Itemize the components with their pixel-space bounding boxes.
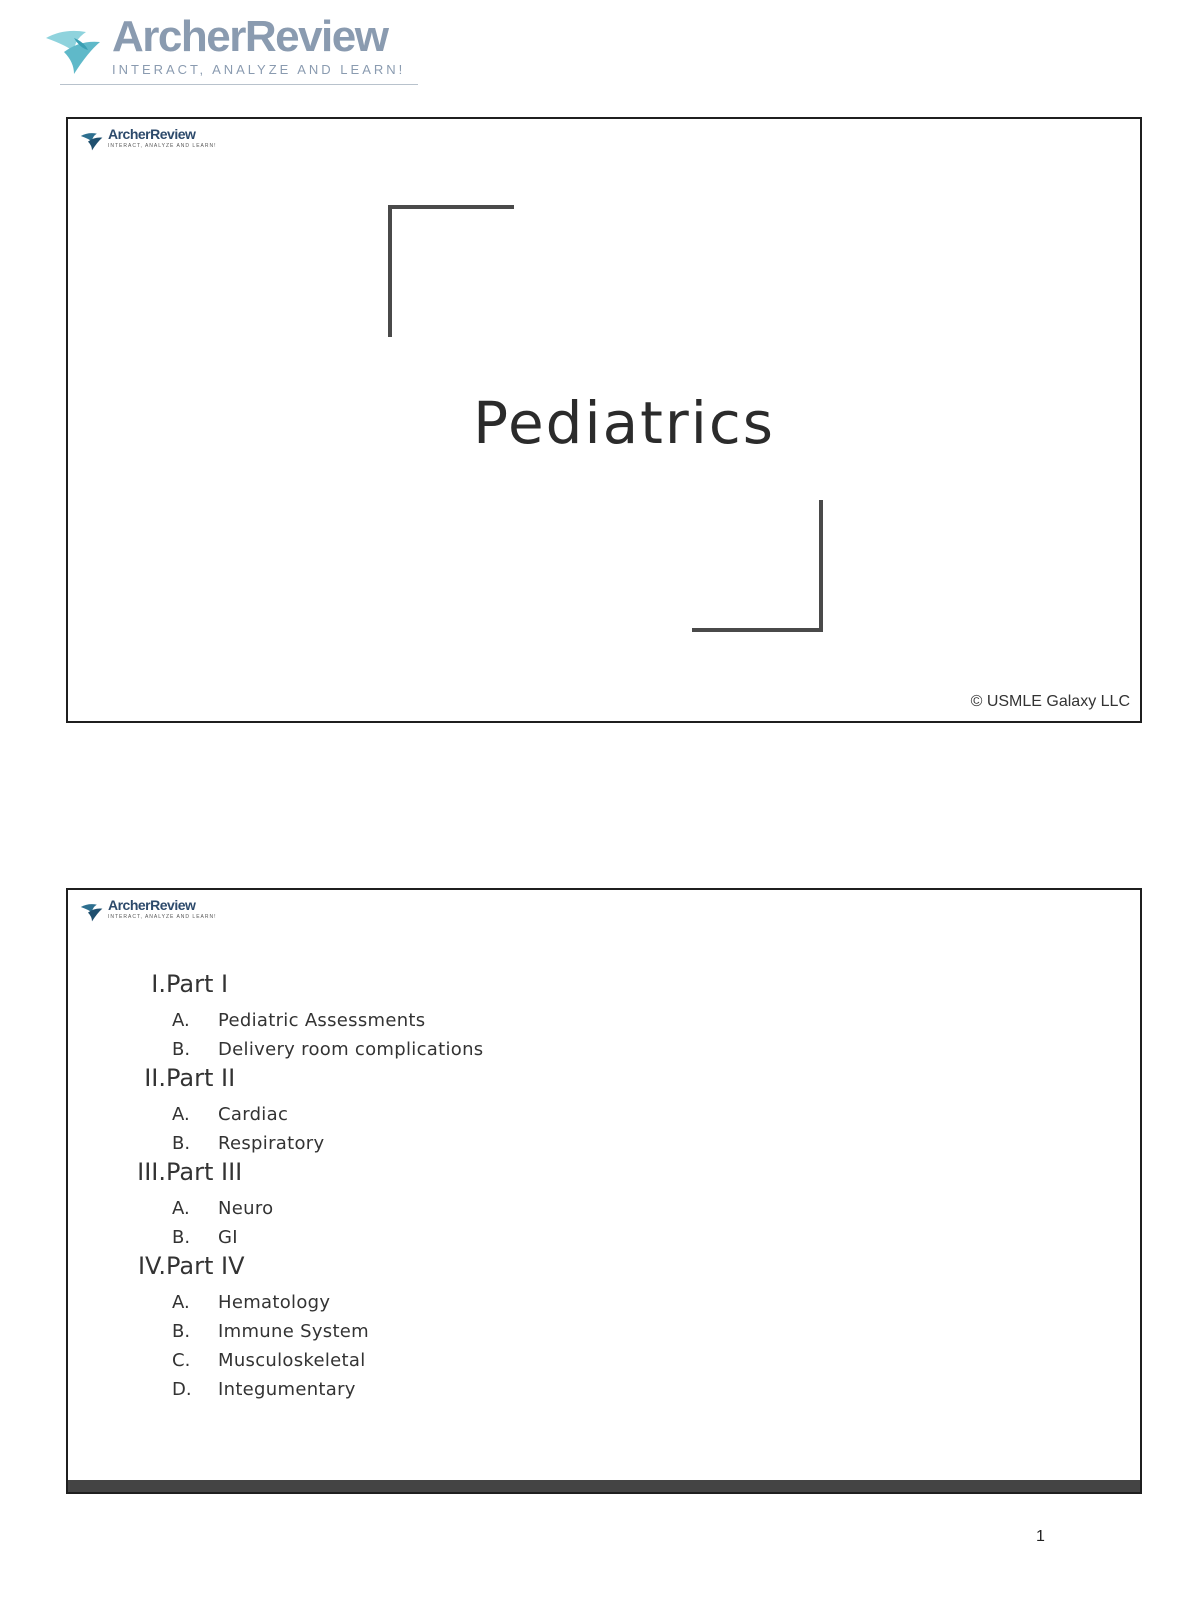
item-label: Integumentary [218, 1379, 356, 1400]
item-label: Immune System [218, 1321, 370, 1342]
slide-logo-brand: ArcherReview [108, 897, 196, 913]
part-numeral: I. [151, 970, 166, 998]
item-letter: A. [172, 1010, 190, 1031]
outline-part [68, 1252, 1140, 1288]
part-label: Part II [166, 1064, 236, 1092]
outline-item [68, 1317, 1140, 1346]
outline-item [68, 1100, 1140, 1129]
outline-item [68, 1288, 1140, 1317]
outline-list [68, 970, 1140, 1404]
part-numeral: III. [137, 1158, 166, 1186]
header-rule [60, 84, 418, 85]
page-number: 1 [1036, 1528, 1045, 1545]
item-label: Cardiac [218, 1104, 289, 1125]
archer-bird-icon [44, 18, 104, 78]
archer-bird-icon [78, 899, 106, 923]
item-letter: A. [172, 1104, 190, 1125]
item-letter: B. [172, 1133, 191, 1154]
part-label: Part III [166, 1158, 243, 1186]
item-letter: B. [172, 1039, 191, 1060]
corner-bracket-bottom-right [692, 500, 823, 632]
item-label: Delivery room complications [218, 1039, 484, 1060]
slide-title-card [66, 117, 1142, 723]
slide-logo-brand: ArcherReview [108, 126, 196, 142]
outline-part [68, 1064, 1140, 1100]
item-label: Pediatric Assessments [218, 1010, 426, 1031]
outline-part [68, 1158, 1140, 1194]
part-numeral: II. [144, 1064, 166, 1092]
outline-item [68, 1223, 1140, 1252]
item-letter: B. [172, 1321, 191, 1342]
slide-footer-bar [68, 1480, 1140, 1492]
copyright-notice: © USMLE Galaxy LLC [970, 693, 1130, 710]
part-label: Part I [166, 970, 229, 998]
header-tagline: INTERACT, ANALYZE AND LEARN! [112, 62, 406, 77]
outline-part [68, 970, 1140, 1006]
slide-logo-tagline: INTERACT, ANALYZE AND LEARN! [108, 143, 217, 149]
outline-item [68, 1035, 1140, 1064]
item-label: Hematology [218, 1292, 331, 1313]
outline-item [68, 1194, 1140, 1223]
outline-item [68, 1346, 1140, 1375]
slide-logo [78, 897, 238, 925]
item-letter: B. [172, 1227, 191, 1248]
item-letter: A. [172, 1198, 190, 1219]
header-logo [44, 12, 424, 88]
header-brand-name: ArcherReview [112, 12, 388, 61]
outline-item [68, 1006, 1140, 1035]
item-label: Respiratory [218, 1133, 325, 1154]
item-label: Musculoskeletal [218, 1350, 366, 1371]
slide-outline [66, 888, 1142, 1494]
outline-item [68, 1129, 1140, 1158]
slide-title: Pediatrics [473, 389, 775, 457]
item-letter: C. [172, 1350, 191, 1371]
item-letter: A. [172, 1292, 190, 1313]
slide-logo-tagline: INTERACT, ANALYZE AND LEARN! [108, 914, 217, 920]
slide-logo [78, 126, 238, 154]
part-numeral: IV. [137, 1252, 166, 1280]
item-letter: D. [172, 1379, 192, 1400]
item-label: GI [218, 1227, 238, 1248]
item-label: Neuro [218, 1198, 274, 1219]
archer-bird-icon [78, 128, 106, 152]
corner-bracket-top-left [388, 205, 514, 337]
part-label: Part IV [166, 1252, 245, 1280]
outline-item [68, 1375, 1140, 1404]
